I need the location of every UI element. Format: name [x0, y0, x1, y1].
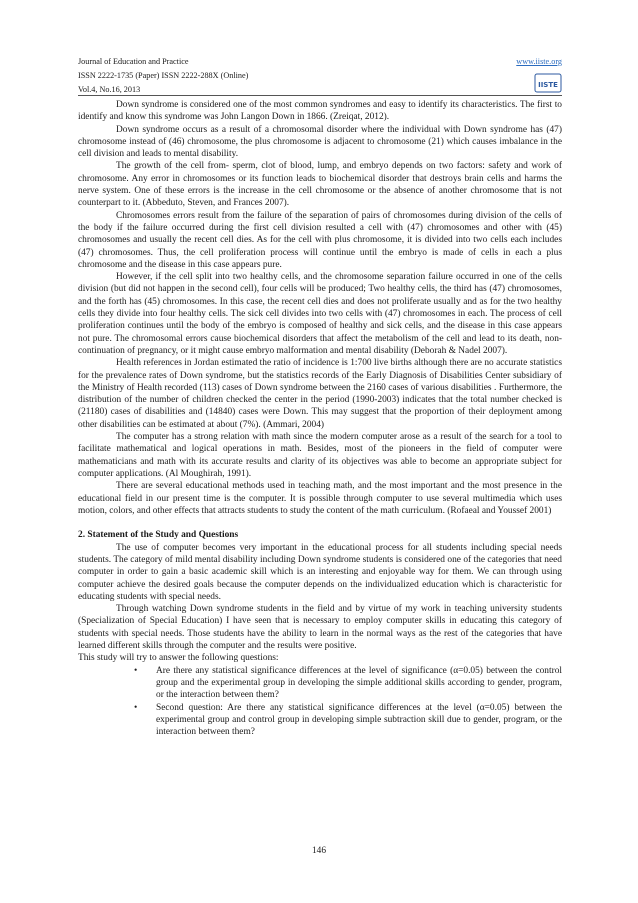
paragraph: Chromosomes errors result from the failure of the separation of pairs of chromosomes during division of the cells of the body if the failure occurred during the first cell division resulted a cell with (47) chromosomes and other with (45) chromosomes and usually the recent cell dies. As for the cell with plus chromosome, it is divided into two cells each includes (47) chromosomes. Thus, the cell proliferation process will continue until the embryo is made of cells in each a plus chromosome and the disease in this case appears pure.	[78, 210, 562, 270]
section-heading: 2. Statement of the Study and Questions	[78, 530, 239, 541]
paragraph: Down syndrome occurs as a result of a chromosomal disorder where the individual with Down syndrome has (47) chromosome instead of (46) chromosome, the plus chromosome is adjacent to chromosome (21) which causes imbalance in the cell division and leads to mental disability.	[78, 124, 562, 160]
question-text: Are there any statistical significance differences at the level of significance (α=0.05) between the control group and the experimental group in developing the simple additional skills according to gender, program, or the interaction between them?	[156, 665, 562, 701]
question-text: Second question: Are there any statistical significance differences at the level (α=0.05) between the experimental group and control group in developing simple subtraction skill due to gender, program, or the interaction between them?	[156, 702, 562, 738]
bullet-marker: •	[134, 665, 138, 676]
paragraph: However, if the cell split into two healthy cells, and the chromosome separation failure occurred in one of the cells division (but did not happen in the second cell), four cells will be produced; Two healthy cells, the third has (47) chromosomes, and the forth has (45) chromosomes. In this case, the recent cell dies and does not proliferate usually and as for the two healthy cells they divide into four healthy cells. The sick cell divides into two cells with (47) chromosomes in each. The process of cell proliferation continues until the body of the embryo is composed of healthy and sick cells, and the disease in this case appears not pure. The chromosomal errors cause biochemical disorders that affect the metabolism of the cell and lead to its death, non-continuation of pregnancy, or it might cause embryo malformation and mental disability (Deborah & Nadel 2007).	[78, 272, 562, 356]
page-number: 146	[311, 846, 327, 856]
issn-line: ISSN 2222-1735 (Paper) ISSN 2222-288X (Online)	[78, 71, 249, 80]
volume-line: Vol.4, No.16, 2013	[78, 85, 141, 94]
journal-url-link[interactable]: www.iiste.org	[516, 57, 562, 66]
paragraph: The growth of the cell from- sperm, clot of blood, lump, and embryo depends on two factors: safety and work of chromosome. Any error in chromosomes or its function leads to biochemical disorder that destroys brain cells and harms the nerve system. One of these errors is the increase in the cell chromosome or the absence of another chromosome that is not counterpart to it. (Abbeduto, Steven, and Frances 2007).	[78, 161, 562, 209]
questions-intro: This study will try to answer the following questions:	[78, 653, 279, 664]
section-gap	[78, 517, 562, 529]
bullet-marker: •	[134, 702, 138, 713]
paragraph: The computer has a strong relation with math since the modern computer arose as a result of the search for a tool to facilitate mathematical and logical operations in math. Besides, most of the pioneers in the field of computer were mathematicians and math with its accurate results and clarity of its objectives was able to become an appropriate subject for computer applications. (Al Moughirah, 1991).	[78, 432, 562, 479]
paragraph: There are several educational methods used in teaching math, and the most important and the most presence in the educational field in our present time is the computer. It is possible through computer to use several multimedia which uses motion, colors, and other effects that attracts students to study the content of the math curriculum. (Rofaeal and Youssef 2001)	[78, 481, 562, 516]
paragraph: Down syndrome is considered one of the most common syndromes and easy to identify its characteristics. The first to identify and know this syndrome was John Langon Down in 1866. (Zreiqat, 2012).	[78, 100, 562, 123]
logo-text: IISTE	[538, 81, 558, 89]
research-questions-list	[78, 665, 562, 739]
paragraph: Health references in Jordan estimated the ratio of incidence is 1:700 live births although there are no accurate statistics for the prevalence rates of Down syndrome, but the statistics records of the Early Diagnosis of Disabilities Center subsidiary of the Ministry of Health recorded (113) cases of Down syndrome between the 2160 cases of various disabilities . Furthermore, the distribution of the number of children checked the center in the period (1990-2003) indicates that the total number checked is (21180) cases of disabilities and (14840) cases were Down. This may suggest that the proportion of their deployment among other disabilities can be estimated at about (7%). (Ammari, 2004)	[78, 358, 562, 430]
journal-title: Journal of Education and Practice	[78, 57, 189, 66]
article-body	[78, 99, 562, 738]
list-item	[134, 702, 562, 739]
paragraph: The use of computer becomes very important in the educational process for all students including special needs students. The category of mild mental disability including Down syndrome students is considered one of the categories that need computer in order to gain a basic academic skill which is an interesting and enjoyable way for them. We can through using computer achieve the desired goals because the computer depends on the individualized education which is characteristic for educating students with special needs.	[78, 542, 562, 602]
iiste-logo	[534, 72, 562, 94]
header-divider	[78, 95, 562, 96]
paragraph: Through watching Down syndrome students in the field and by virtue of my work in teaching university students (Specialization of Special Education) I have seen that is necessary to employ computer skills in educating this category of students with special needs. Those students have the ability to learn in the normal ways as the rest of the categories that have learned different skills through the computer and the results were positive.	[78, 604, 562, 652]
list-item	[134, 665, 562, 702]
page-header	[78, 55, 562, 97]
